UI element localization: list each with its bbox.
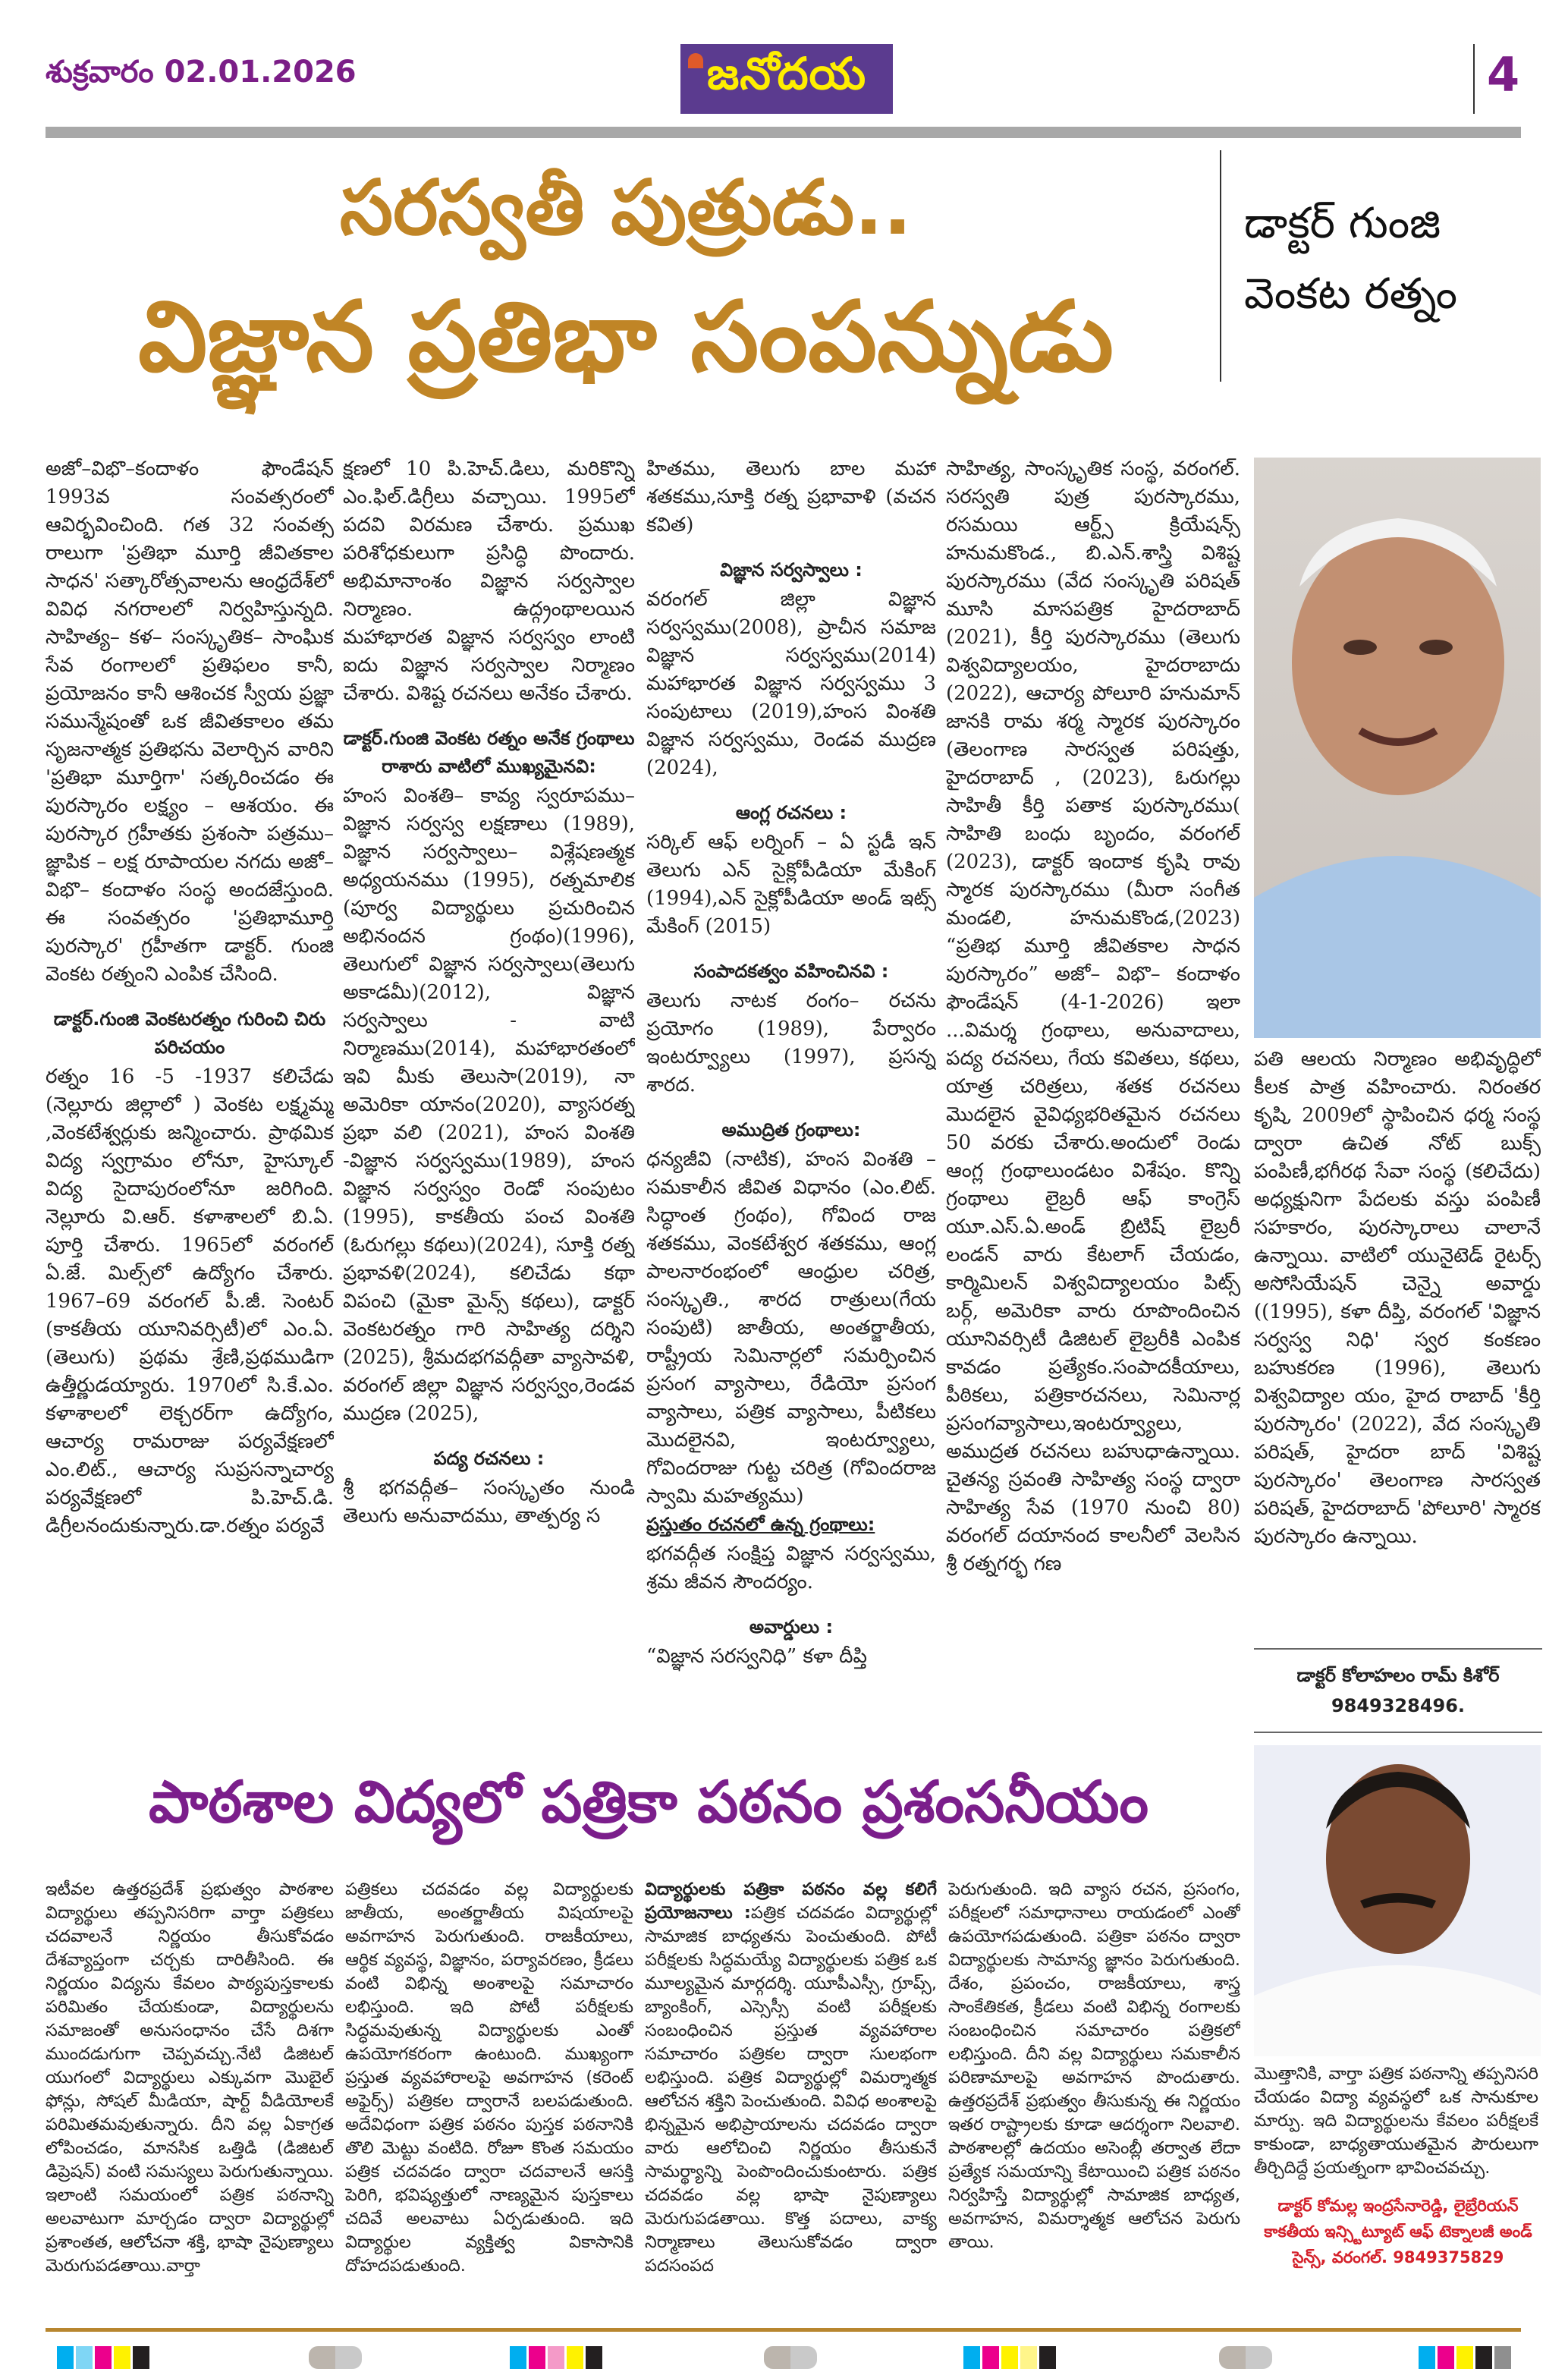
portrait-image bbox=[1254, 1745, 1541, 2056]
author-signature-red bbox=[1254, 2193, 1542, 2270]
side-title-line2: వెంకట రత్నం bbox=[1244, 269, 1458, 319]
paragraph: సాహిత్య, సాంస్కృతిక సంస్థ, వరంగల్. సరస్వతి పుత్ర పురస్కారము, రసమయి ఆర్ట్స్ క్రియేషన్స్ హనుమకొండ., బి.ఎన్.శాస్త్రి విశిష్ట పురస్కారము (వేద సంస్కృతి పరిషత్ మూసి మాసపత్రిక హైదరాబాద్ (2021), కీర్తి పురస్కారము (తెలుగు విశ్వవిద్యాలయం, హైదరాబాదు (2022), ఆచార్య పోలూరి హనుమాన్ జానకి రామ శర్మ స్మారక పురస్కారం (తెలంగాణ సారస్వత పరిషత్తు, హైదరాబాద్ , (2023), ఓరుగల్లు సాహితీ కీర్తి పతాక పురస్కారము( సాహితి బంధు బృందం, వరంగల్ (2023), డాక్టర్ ఇందాక కృషి రావు స్మారక పురస్కారము (మీరా సంగీత మండలి, హనుమకొండ,(2023) “ప్రతిభ మూర్తి జీవితకాల సాధన పురస్కారం” అజో– విభొ– కందాళం ఫౌండేషన్ (4-1-2026) ఇలా ...విమర్శ గ్రంథాలు, అనువాదాలు, పద్య రచనలు, గేయ కవితలు, కథలు, యాత్ర చరిత్రలు, శతక రచనలు మొదలైన వైవిధ్యభరితమైన రచనలు 50 వరకు చేశారు.అందులో రెండు ఆంగ్ల గ్రంథాలుండటం విశేషం. కొన్ని గ్రంథాలు లైబ్రరీ ఆఫ్ కాంగ్రెస్ యూ.ఎస్.ఏ.అండ్ బ్రిటిష్ లైబ్రరీ లండన్ వారు కేటలాగ్ చేయడం, కార్మిమిలన్ విశ్వవిద్యాలయం పిట్స్ బర్గ్, అమెరికా వారు రూపొందించిన యూనివర్సిటీ డిజిటల్ లైబ్రరీకి ఎంపిక కావడం ప్రత్యేకం.సంపాదకీయాలు, పీఠికలు, పత్రికారచనలు, సెమినార్ల ప్రసంగవ్యాసాలు,ఇంటర్వ్యూలు, అముద్రత రచనలు బహుధాఉన్నాయి. చైతన్య స్రవంతి సాహిత్య సంస్థ ద్వారా సాహిత్య సేవ (1970 నుంచి 80) వరంగల్ దయానంద కాలనీలో వెలసిన శ్రీ రత్నగర్భ గణ bbox=[946, 458, 1240, 1575]
author-photo-venkataratnam bbox=[1254, 458, 1541, 1038]
article-column bbox=[946, 455, 1240, 1738]
color-registration-bar bbox=[1419, 2346, 1511, 2369]
color-registration-bar bbox=[963, 2346, 1056, 2369]
logo-text: జనోదయ bbox=[706, 47, 867, 99]
article-column bbox=[645, 1878, 937, 2314]
article-column bbox=[1254, 2062, 1538, 2191]
paragraph: పత్రికలు చదవడం వల్ల విద్యార్థులకు జాతీయ, అంతర్జాతీయ విషయాలపై అవగాహన పెరుగుతుంది. రాజకీయాలు, ఆర్థిక వ్యవస్థ, విజ్ఞానం, పర్యావరణం, క్రీడలు వంటి విభిన్న అంశాలపై సమాచారం లభిస్తుంది. ఇది పోటీ పరీక్షలకు సిద్ధమవుతున్న విద్యార్థులకు ఎంతో ఉపయోగకరంగా ఉంటుంది. ముఖ్యంగా ప్రస్తుత వ్యవహారాలపై అవగాహన (కరెంట్ అఫైర్స్) పత్రికల ద్వారానే బలపడుతుంది. అదేవిధంగా పత్రిక పఠనం పుస్తక పఠనానికి తొలి మెట్టు వంటిది. రోజూ కొంత సమయం పత్రిక చదవడం ద్వారా చదవాలనే ఆసక్తి పెరిగి, భవిష్యత్తులో నాణ్యమైన పుస్తకాలు చదివే అలవాటు ఏర్పడుతుంది. ఇది విద్యార్థుల వ్యక్తిత్వ వికాసానికి దోహదపడుతుంది. bbox=[345, 1880, 633, 2276]
header-rule bbox=[46, 127, 1521, 138]
section-heading: అవార్డులు : bbox=[749, 1616, 834, 1637]
article-column bbox=[46, 455, 334, 1738]
paragraph: అజో–విభొ–కందాళం ఫౌండేషన్ 1993వ సంవత్సరంలో ఆవిర్భవించింది. గత 32 సంవత్స రాలుగా 'ప్రతిభా మూర్తి జీవితకాల సాధన' సత్కారోత్సవాలను ఆంధ్రదేశ్‌లో వివిధ నగరాలలో నిర్వహిస్తున్నది. సాహిత్య– కళ– సంస్కృతిక– సాంఘిక సేవ రంగాలలో ప్రతిఫలం కానీ, ప్రయోజనం కానీ ఆశించక స్వీయ ప్రజ్ఞా సమున్మేషంతో ఒక జీవితకాలం తమ సృజనాత్మక ప్రతిభను వెలార్చిన వారిని 'ప్రతిభా మూర్తిగా' సత్కరించడం ఈ పురస్కారం లక్ష్యం – ఆశయం. ఈ పురస్కార గ్రహీతకు ప్రశంసా పత్రము– జ్ఞాపిక – లక్ష రూపాయల నగదు అజో– విభొ– కందాళం సంస్థ అందజేస్తుంది. ఈ సంవత్సరం 'ప్రతిభామూర్తి పురస్కార' గ్రహీతగా డాక్టర్. గుంజి వెంకట రత్నంని ఎంపిక చేసింది. bbox=[46, 458, 334, 986]
article-column bbox=[343, 455, 635, 1738]
author-signature bbox=[1254, 1648, 1542, 1733]
edition-date: శుక్రవారం 02.01.2026 bbox=[46, 55, 357, 90]
paragraph: తెలుగు నాటక రంగం– రచను ప్రయోగం (1989), పేర్వారం ఇంటర్వ్యూలు (1997), ప్రసన్న శారద. bbox=[646, 989, 936, 1096]
article-column bbox=[646, 455, 936, 1738]
paragraph: సర్కిల్ ఆఫ్ లర్నింగ్ – ఏ స్టడీ ఇన్ తెలుగు ఎన్ సైక్లోపీడియా మేకింగ్ (1994),ఎన్ సైక్లోపీడియా అండ్ ఇట్స్ మేకింగ్ (2015) bbox=[646, 831, 936, 938]
section-heading: డాక్టర్.గుంజి వెంకటరత్నం గురించి చిరు పరిచయం bbox=[53, 1008, 326, 1058]
paragraph: హితము, తెలుగు బాల మహా శతకము,సూక్తి రత్న ప్రభావాళి (వచన కవిత) bbox=[646, 458, 936, 536]
paragraph: హంస వింశతి– కావ్య స్వరూపము– విజ్ఞాన సర్వస్వ లక్షణాలు (1989), విజ్ఞాన సర్వస్వాలు– విశ్లేషణత్మక అధ్యయనము (1995), రత్నమాలిక (పూర్వ విద్యార్థులు ప్రచురించిన అభినందన గ్రంథం)(1996), తెలుగులో విజ్ఞాన సర్వస్వాలు(తెలుగు అకాడమీ)(2012), విజ్ఞాన సర్వస్వాలు - వాటి నిర్మాణము(2014), మహాభారతంలో ఇవి మీకు తెలుసా(2019), నా అమెరికా యానం(2020), వ్యాసరత్న ప్రభా వలి (2021), హంస వింశతి -విజ్ఞాన సర్వస్వము(1989), హంస విజ్ఞాన సర్వస్వం రెండో సంపుటం (1995), కాకతీయ పంచ వింశతి (ఓరుగల్లు కథలు)(2024), సూక్తి రత్న ప్రభావళి(2024), కలిచేడు కథా విపంచి (మైకా మైన్స్ కథలు), డాక్టర్ వెంకటరత్నం గారి సాహిత్య దర్శిని (2025), శ్రీమదభగవద్గీతా వ్యాసావళి, వరంగల్ జిల్లా విజ్ఞాన సర్వస్వం,రెండవ ముద్రణ (2025), bbox=[343, 785, 635, 1425]
paragraph: పతి ఆలయ నిర్మాణం అభివృద్ధిలో కీలక పాత్ర వహించారు. నిరంతర కృషి, 2009లో స్థాపించిన ధర్మ సంస్థ ద్వారా ఉచిత నోట్ బుక్స్ పంపిణీ,భగీరథ సేవా సంస్థ (కలిచేదు) అధ్యక్షునిగా పేదలకు వస్తు పంపిణీ సహకారం, పురస్కారాలు చాలానే ఉన్నాయి. వాటిలో యునైటెడ్ రైటర్స్ అసోసియేషన్ చెన్నై అవార్డు ((1995), కళా దీప్తి, వరంగల్ 'విజ్ఞాన సర్వస్వ నిధి' స్వర కంకణం బహుకరణ (1996), తెలుగు విశ్వవిద్యాల యం, హైద రాబాద్ 'కీర్తి పురస్కారం' (2022), వేద సంస్కృతి పరిషత్, హైదరా బాద్ 'విశిష్ట పురస్కారం' తెలంగాణ సారస్వత పరిషత్, హైదరాబాద్ 'పోలూరి' స్మారక పురస్కారం ఉన్నాయి. bbox=[1254, 1048, 1541, 1548]
paragraph: క్షణలో 10 పి.హెచ్.డిలు, మరికొన్ని ఎం.ఫిల్.డిగ్రీలు వచ్చాయి. 1995లో పదవి విరమణ చేశారు. ప్రముఖ పరిశోధకులుగా ప్రసిద్ధి పొందారు. అభిమానాంశం విజ్ఞాన సర్వస్వాల నిర్మాణం. ఉద్గ్రంథాలయిన మహాభారత విజ్ఞాన సర్వస్వం లాంటి ఐదు విజ్ఞాన సర్వస్వాల నిర్మాణం చేశారు. విశిష్ట రచనలు అనేకం చేశారు. bbox=[343, 458, 635, 705]
color-registration-bar bbox=[57, 2346, 149, 2369]
paragraph: వరంగల్ జిల్లా విజ్ఞాన సర్వస్వము(2008), ప్రాచీన సమాజ విజ్ఞాన సర్వస్వము(2014) మహాభారత విజ్ఞాన సర్వస్వము 3 సంపుటాలు (2019),హంస వింశతి విజ్ఞాన సర్వస్వము, రెండవ ముద్రణ (2024), bbox=[646, 588, 936, 779]
portrait-image bbox=[1254, 458, 1541, 1038]
section-heading: అముద్రిత గ్రంథాలు: bbox=[721, 1119, 861, 1140]
author-name: డాక్టర్ కోలాహలం రామ్ కిశోర్ bbox=[1296, 1665, 1500, 1686]
author-line1: డాక్టర్ కోమల్ల ఇంద్రసేనారెడ్డి, లైబ్రేరియన్ bbox=[1277, 2197, 1519, 2215]
author-phone: 9849328496. bbox=[1331, 1695, 1466, 1716]
inline-heading: విద్యార్థులకు పత్రికా పఠనం వల్ల కలిగే ప్రయోజనాలు : bbox=[645, 1880, 937, 1923]
color-registration-bar bbox=[510, 2346, 602, 2369]
registration-mark bbox=[309, 2346, 362, 2369]
section-heading: డాక్టర్.గుంజి వెంకట రత్నం అనేక గ్రంథాలు రాశారు వాటిలో ముఖ్యమైనవి: bbox=[343, 728, 635, 777]
paragraph: ధన్యజీవి (నాటిక), హంస వింశతి –సమకాలీన జీవిత విధానం (ఎం.లిట్. సిద్ధాంత గ్రంథం), గోవింద రాజ శతకము, వెంకటేశ్వర శతకము, ఆంగ్ల పాలనారంభంలో ఆంధ్రుల చరిత్ర, సంస్కృతి., శారద రాత్రులు(గేయ సంపుటి) జాతీయ, అంతర్జాతీయ, రాష్ట్రీయ సెమినార్లలో సమర్పించిన ప్రసంగ వ్యాసాలు, రేడియో ప్రసంగ వ్యాసాలు, పత్రిక వ్యాసాలు, పీటికలు మొదలైనవి, ఇంటర్వ్యూలు, గోవిందరాజు గుట్ట చరిత్ర (గోవిందరాజ స్వామి మహత్యము) bbox=[646, 1148, 936, 1508]
paragraph bbox=[645, 1878, 937, 2278]
section-heading: ప్రస్తుతం రచనలో ఉన్న గ్రంథాలు: bbox=[646, 1514, 875, 1535]
registration-mark bbox=[1219, 2346, 1272, 2369]
paragraph: రత్నం 16 -5 -1937 కలిచేడు (నెల్లూరు జిల్లాలో ) వెంకట లక్ష్మమ్మ ,వెంకటేశ్వర్లుకు జన్మించారు. ప్రాథమిక విద్య స్వగ్రామం లోనూ, హైస్కూల్ విద్య సైదాపురంలోనూ జరిగింది. నెల్లూరు వి.ఆర్. కళాశాలలో బి.ఏ. పూర్తి చేశారు. 1965లో వరంగల్ ఏ.జే. మిల్స్‌లో ఉద్యోగం చేశారు. 1967–69 వరంగల్ పీ.జీ. సెంటర్ (కాకతీయ యూనివర్సిటీ)లో ఎం.ఏ.(తెలుగు) ప్రథమ శ్రేణి,ప్రథముడిగా ఉత్తీర్ణుడయ్యారు. 1970లో సి.కే.ఎం. కళాశాలలో లెక్చరర్‌గా ఉద్యోగం, ఆచార్య రామరాజు పర్యవేక్షణలో ఎం.లిట్., ఆచార్య సుప్రసన్నాచార్య పర్యవేక్షణలో పి.హెచ్.డి. డిగ్రీలనందుకున్నారు.డా.రత్నం పర్యవే bbox=[46, 1065, 334, 1537]
registration-mark bbox=[764, 2346, 817, 2369]
paragraph: భగవద్గీత సంక్షిప్త విజ్ఞాన సర్వస్వము, శ్రమ జీవన సౌందర్యం. bbox=[646, 1543, 936, 1593]
author-line3: సైన్స్, వరంగల్. 9849375829 bbox=[1292, 2248, 1504, 2266]
section-heading: విజ్ఞాన సర్వస్వాలు : bbox=[720, 559, 863, 580]
article-column bbox=[345, 1878, 633, 2314]
divider bbox=[1220, 150, 1221, 382]
article-column bbox=[1254, 1046, 1541, 1645]
paragraph: “విజ్ఞాన సరస్వనిధి” కళా దీప్తి bbox=[646, 1645, 868, 1668]
paragraph: పెరుగుతుంది. ఇది వ్యాస రచన, ప్రసంగం, పరీక్షలలో సమాధానాలు రాయడంలో ఎంతో ఉపయోగపడుతుంది. పత్రికా పఠనం ద్వారా విద్యార్థులకు సామాన్య జ్ఞానం పెరుగుతుంది. దేశం, ప్రపంచం, రాజకీయాలు, శాస్త్ర సాంకేతికత, క్రీడలు వంటి విభిన్న రంగాలకు సంబంధించిన సమాచారం పత్రికలో లభిస్తుంది. దీని వల్ల విద్యార్థులు సమకాలీన పరిణామాలపై అవగాహన పొందుతారు. ఉత్తరప్రదేశ్ ప్రభుత్వం తీసుకున్న ఈ నిర్ణయం ఇతర రాష్ట్రాలకు కూడా ఆదర్శంగా నిలవాలి. పాఠశాలల్లో ఉదయం అసెంబ్లీ తర్వాత లేదా ప్రత్యేక సమయాన్ని కేటాయించి పత్రిక పఠనం నిర్వహిస్తే విద్యార్థుల్లో సామాజిక బాధ్యత, అవగాహన, విమర్శాత్మక ఆలోచన పెరుగు తాయి. bbox=[948, 1880, 1240, 2252]
paragraph: శ్రీ భగవద్గీత– సంస్కృతం నుండి తెలుగు అనువాదము, తాత్పర్య స bbox=[343, 1477, 635, 1527]
newspaper-logo bbox=[680, 44, 893, 114]
author-photo-indrasena-reddy bbox=[1254, 1745, 1541, 2056]
section-heading: సంపాదకత్వం వహించినవి : bbox=[693, 961, 889, 982]
headline-article2: పాఠశాల విద్యలో పత్రికా పఠనం ప్రశంసనీయం bbox=[148, 1768, 1149, 1836]
author-line2: కాకతీయ ఇన్స్టిట్యూట్ ఆఫ్ టెక్నాలజీ అండ్ bbox=[1264, 2222, 1532, 2241]
article-column bbox=[46, 1878, 334, 2314]
divider bbox=[1473, 44, 1475, 114]
section-heading: ఆంగ్ల రచనలు : bbox=[735, 802, 847, 823]
side-title-line1: డాక్టర్ గుంజి bbox=[1244, 199, 1441, 248]
paragraph-text: పత్రిక చదవడం విద్యార్థుల్లో సామాజిక బాధ్యతను పెంచుతుంది. పోటీ పరీక్షలకు సిద్ధమయ్యే విద్యార్థులకు పత్రిక ఒక మూల్యమైన మార్గదర్శి. యూపీఎస్సీ, గ్రూప్స్, బ్యాంకింగ్, ఎస్సెస్సీ వంటి పరీక్షలకు సంబంధించిన ప్రస్తుత వ్యవహారాల సమాచారం పత్రికల ద్వారా సులభంగా లభిస్తుంది. పత్రిక విద్యార్థుల్లో విమర్శాత్మక ఆలోచన శక్తిని పెంచుతుంది. వివిధ అంశాలపై భిన్నమైన అభిప్రాయాలను చదవడం ద్వారా వారు ఆలోచించి నిర్ణయం తీసుకునే సామర్థ్యాన్ని పెంపొందించుకుంటారు. పత్రిక చదవడం వల్ల భాషా నైపుణ్యాలు మెరుగుపడతాయి. కొత్త పదాలు, వాక్య నిర్మాణాలు తెలుసుకోవడం ద్వారా పదసంపద bbox=[645, 1903, 937, 2276]
headline-line2: విజ్ఞాన ప్రతిభా సంపన్నుడు bbox=[138, 281, 1114, 394]
section-heading: పద్య రచనలు : bbox=[433, 1448, 545, 1469]
article-column bbox=[948, 1878, 1240, 2314]
paragraph: మొత్తానికి, వార్తా పత్రిక పఠనాన్ని తప్పనిసరి చేయడం విద్యా వ్యవస్థలో ఒక సానుకూల మార్పు. ఇది విద్యార్థులను కేవలం పరీక్షలకే కాకుండా, బాధ్యతాయుతమైన పౌరులుగా తీర్చిదిద్దే ప్రయత్నంగా భావించవచ్చు. bbox=[1254, 2064, 1538, 2178]
page-number: 4 bbox=[1487, 47, 1520, 102]
logo-sun-icon bbox=[688, 53, 703, 68]
paragraph: ఇటీవల ఉత్తరప్రదేశ్ ప్రభుత్వం పాఠశాల విద్యార్థులు తప్పనిసరిగా వార్తా పత్రికలు చదవాలనే నిర్ణయం తీసుకోవడం దేశవ్యాప్తంగా చర్చకు దారితీసింది. ఈ నిర్ణయం విద్యను కేవలం పాఠ్యపుస్తకాలకు పరిమితం చేయకుండా, విద్యార్థులను సమాజంతో అనుసంధానం చేసే దిశగా ముందడుగుగా చెప్పవచ్చు.నేటి డిజిటల్ యుగంలో విద్యార్థులు ఎక్కువగా మొబైల్ ఫోన్లు, సోషల్ మీడియా, షార్ట్ వీడియోలకే పరిమితమవుతున్నారు. దీని వల్ల ఏకాగ్రత లోపించడం, మానసిక ఒత్తిడి (డిజిటల్ డిప్రెషన్) వంటి సమస్యలు పెరుగుతున్నాయి. ఇలాంటి సమయంలో పత్రిక పఠనాన్ని అలవాటుగా మార్చడం ద్వారా విద్యార్థుల్లో ప్రశాంతత, ఆలోచనా శక్తి, భాషా నైపుణ్యాలు మెరుగుపడతాయి.వార్తా bbox=[46, 1880, 334, 2276]
footer-rule bbox=[46, 2328, 1521, 2332]
headline-line1: సరస్వతీ పుత్రుడు.. bbox=[339, 163, 913, 252]
